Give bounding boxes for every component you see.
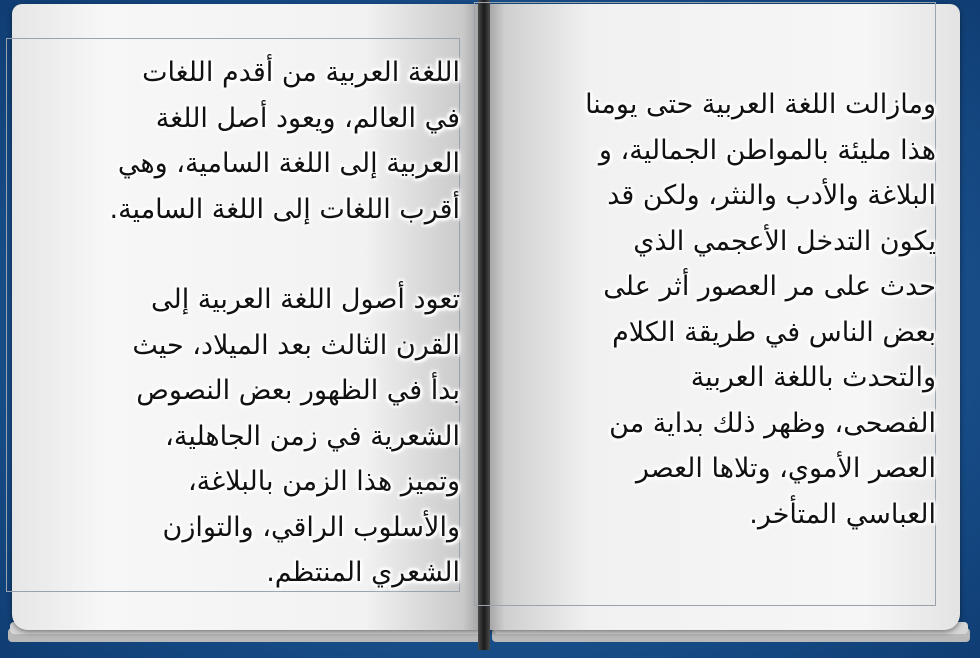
left-page-text [14, 50, 460, 596]
text-line: الشعري المنتظم. [266, 557, 460, 588]
text-line: البلاغة والأدب والنثر، ولكن قد [607, 180, 936, 211]
text-line: هذا مليئة بالمواطن الجمالية، و [598, 134, 936, 166]
text-line: الفصحى، وظهر ذلك بداية من [609, 407, 936, 439]
text-line: بدأ في الظهور بعض النصوص [136, 375, 460, 406]
text-line: وتميز هذا الزمن بالبلاغة، [187, 466, 460, 497]
text-line: ومازالت اللغة العربية حتى يومنا [585, 89, 936, 120]
right-page-text [480, 82, 936, 537]
text-line: بعض الناس في طريقة الكلام [612, 316, 936, 348]
text-line: والتحدث باللغة العربية [690, 362, 936, 393]
text-line: حدث على مر العصور أثر على [603, 271, 936, 302]
text-line: والأسلوب الراقي، والتوازن [162, 511, 460, 543]
text-line: تعود أصول اللغة العربية إلى [150, 284, 460, 315]
text-line: أقرب اللغات إلى اللغة السامية. [109, 193, 460, 225]
text-line: العصر الأموي، وتلاها العصر [635, 453, 936, 484]
text-line: اللغة العربية من أقدم اللغات [142, 57, 460, 88]
text-line: يكون التدخل الأعجمي الذي [633, 225, 936, 257]
paragraph-gap [14, 232, 460, 277]
text-line: العربية إلى اللغة السامية، وهي [117, 148, 460, 179]
text-line: العباسي المتأخر. [749, 498, 936, 530]
text-line: الشعرية في زمن الجاهلية، [165, 420, 460, 452]
text-line: القرن الثالث بعد الميلاد، حيث [132, 329, 460, 361]
text-line: في العالم، ويعود أصل اللغة [155, 102, 460, 134]
